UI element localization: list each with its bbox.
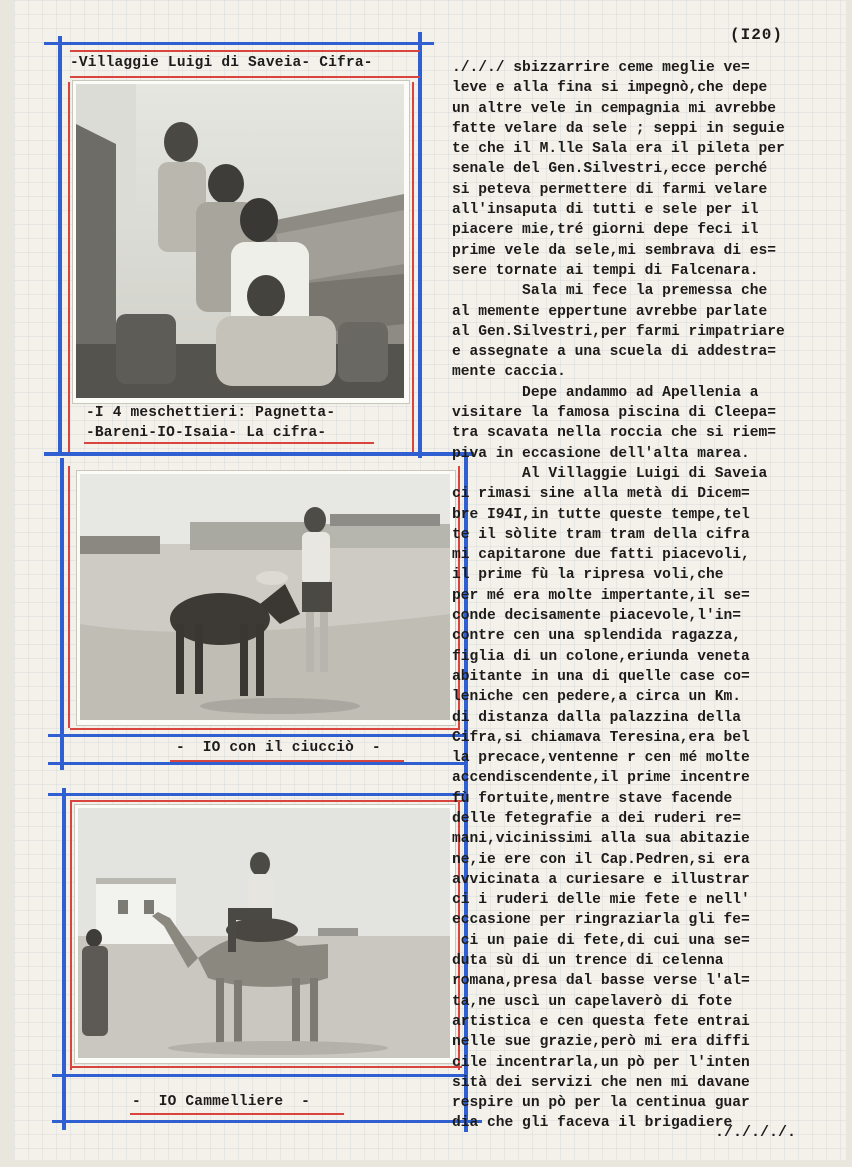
body-line: un altre vele in cempagnia mi avrebbe — [452, 100, 777, 117]
body-line: piacere mie,tré giorni depe feci il — [452, 222, 759, 239]
body-line: e assegnate a una scuela di addestra= — [452, 344, 777, 361]
typed-body-text — [452, 58, 844, 1134]
body-line: fatte velare da sele ; seppi in seguie — [452, 120, 785, 137]
body-line: tra scavata nella roccia che si riem= — [452, 425, 777, 442]
photo1-caption-line1: -I 4 meschettieri: Pagnetta- — [86, 405, 336, 421]
body-line: mani,vicinissimi alla sua abitazie — [452, 831, 750, 848]
frame-line — [70, 50, 420, 52]
frame-line — [48, 762, 468, 765]
photo-with-donkey — [80, 474, 450, 720]
body-line: contre cen una splendida ragazza, — [452, 628, 742, 645]
body-line: al memente eppertune avrebbe parlate — [452, 303, 768, 320]
body-line: Depe andammo ad Apellenia a — [452, 384, 759, 401]
body-line: prime vele da sele,mi sembrava di es= — [452, 242, 777, 259]
body-line: Cifra,si chiamava Teresina,era bel — [452, 729, 750, 746]
page-number: (I20) — [730, 26, 784, 44]
body-line: la precace,ventenne r cen mé molte — [452, 750, 750, 767]
frame-line — [412, 82, 414, 452]
frame-line — [58, 36, 62, 456]
closing-marks: ././././. — [715, 1124, 797, 1141]
body-line: artistica e cen questa fete entrai — [452, 1013, 750, 1030]
body-line: Al Villaggie Luigi di Saveia — [452, 465, 768, 482]
photo-camel-rider — [78, 808, 450, 1058]
body-line: dia che gli faceva il brigadiere — [452, 1115, 733, 1132]
frame-line — [130, 1113, 344, 1115]
body-line: abitante in una di quelle case co= — [452, 668, 750, 685]
body-line: cile incentrarla,un pò per l'inten — [452, 1054, 750, 1071]
body-line: respire un pò per la centinua guar — [452, 1095, 750, 1112]
frame-line — [44, 42, 434, 45]
frame-line — [72, 1066, 462, 1068]
body-line: te che il M.lle Sala era il pileta per — [452, 141, 785, 158]
frame-line — [70, 76, 420, 78]
frame-line — [48, 734, 468, 737]
frame-line — [72, 800, 462, 802]
body-line: al Gen.Silvestri,per farmi rimpatriare — [452, 323, 785, 340]
frame-line — [62, 788, 66, 1130]
body-line: Sala mi fece la premessa che — [452, 283, 768, 300]
body-line: romana,presa dal basse verse l'al= — [452, 973, 750, 990]
body-line: te il sòlite tram tram della cifra — [452, 526, 750, 543]
body-line: di distanza dalla palazzina della — [452, 709, 742, 726]
frame-line — [48, 793, 468, 796]
frame-line — [52, 1074, 468, 1077]
frame-line — [84, 442, 374, 444]
body-line: figlia di un colone,eriunda veneta — [452, 648, 750, 665]
body-line: leniche cen pedere,a circa un Km. — [452, 689, 742, 706]
frame-line — [418, 32, 422, 458]
frame-line — [68, 82, 70, 452]
frame-line — [44, 452, 474, 456]
photo1-caption-line2: -Bareni-IO-Isaia- La cifra- — [86, 425, 327, 441]
body-line: mi capitarone due fatti piacevoli, — [452, 547, 750, 564]
body-line: nelle sue grazie,però mi era diffi — [452, 1034, 750, 1051]
body-line: ci rimasi sine alla metà di Dicem= — [452, 486, 750, 503]
body-line: si peteva permettere di farmi velare — [452, 181, 768, 198]
body-line: ne,ie ere con il Cap.Pedren,si era — [452, 851, 750, 868]
body-line: visitare la famosa piscina di Cleepa= — [452, 405, 777, 422]
body-line: delle fetegrafie a dei ruderi re= — [452, 810, 742, 827]
body-line: conde decisamente piacevole,l'in= — [452, 608, 742, 625]
body-line: ta,ne uscì un capelaverò di fote — [452, 993, 733, 1010]
body-line: avvicinata a curiesare e illustrar — [452, 871, 750, 888]
body-line: all'insaputa di tutti e sele per il — [452, 202, 759, 219]
body-line: ci un paie di fete,di cui una se= — [452, 932, 750, 949]
body-line: piva in eccasione dell'alta marea. — [452, 445, 750, 462]
body-line: eccasione per ringraziarla gli fe= — [452, 912, 750, 929]
body-line: ci i ruderi delle mie fete e nell' — [452, 892, 750, 909]
photo3-caption: - IO Cammelliere - — [132, 1094, 311, 1110]
frame-line — [170, 760, 404, 762]
body-line: fù fortuite,mentre stave facende — [452, 790, 733, 807]
body-line: accendiscendente,il prime incentre — [452, 770, 750, 787]
photo-four-musketeers — [76, 84, 404, 398]
photo2-caption: - IO con il ciucciò - — [176, 740, 381, 756]
body-line: senale del Gen.Silvestri,ecce perché — [452, 161, 768, 178]
frame-line — [70, 800, 72, 1070]
frame-line — [68, 466, 70, 728]
frame-line — [52, 1120, 482, 1123]
body-line: leve e alla fina si impegnò,che depe — [452, 80, 768, 97]
body-line: per mé era molte impertante,il se= — [452, 587, 750, 604]
body-line: bre I94I,in tutte queste tempe,tel — [452, 506, 750, 523]
body-line: sità dei servizi che nen mi davane — [452, 1074, 750, 1091]
body-line: duta sù di un trence di celenna — [452, 953, 724, 970]
body-line: il prime fù la ripresa voli,che — [452, 567, 724, 584]
frame-line — [60, 458, 64, 770]
body-line: sere tornate ai tempi di Falcenara. — [452, 262, 759, 279]
body-line: ./././ sbizzarrire ceme meglie ve= — [452, 60, 750, 76]
top-caption: -Villaggie Luigi di Saveia- Cifra- — [70, 55, 373, 71]
frame-line — [70, 728, 460, 730]
body-line: mente caccia. — [452, 364, 566, 381]
